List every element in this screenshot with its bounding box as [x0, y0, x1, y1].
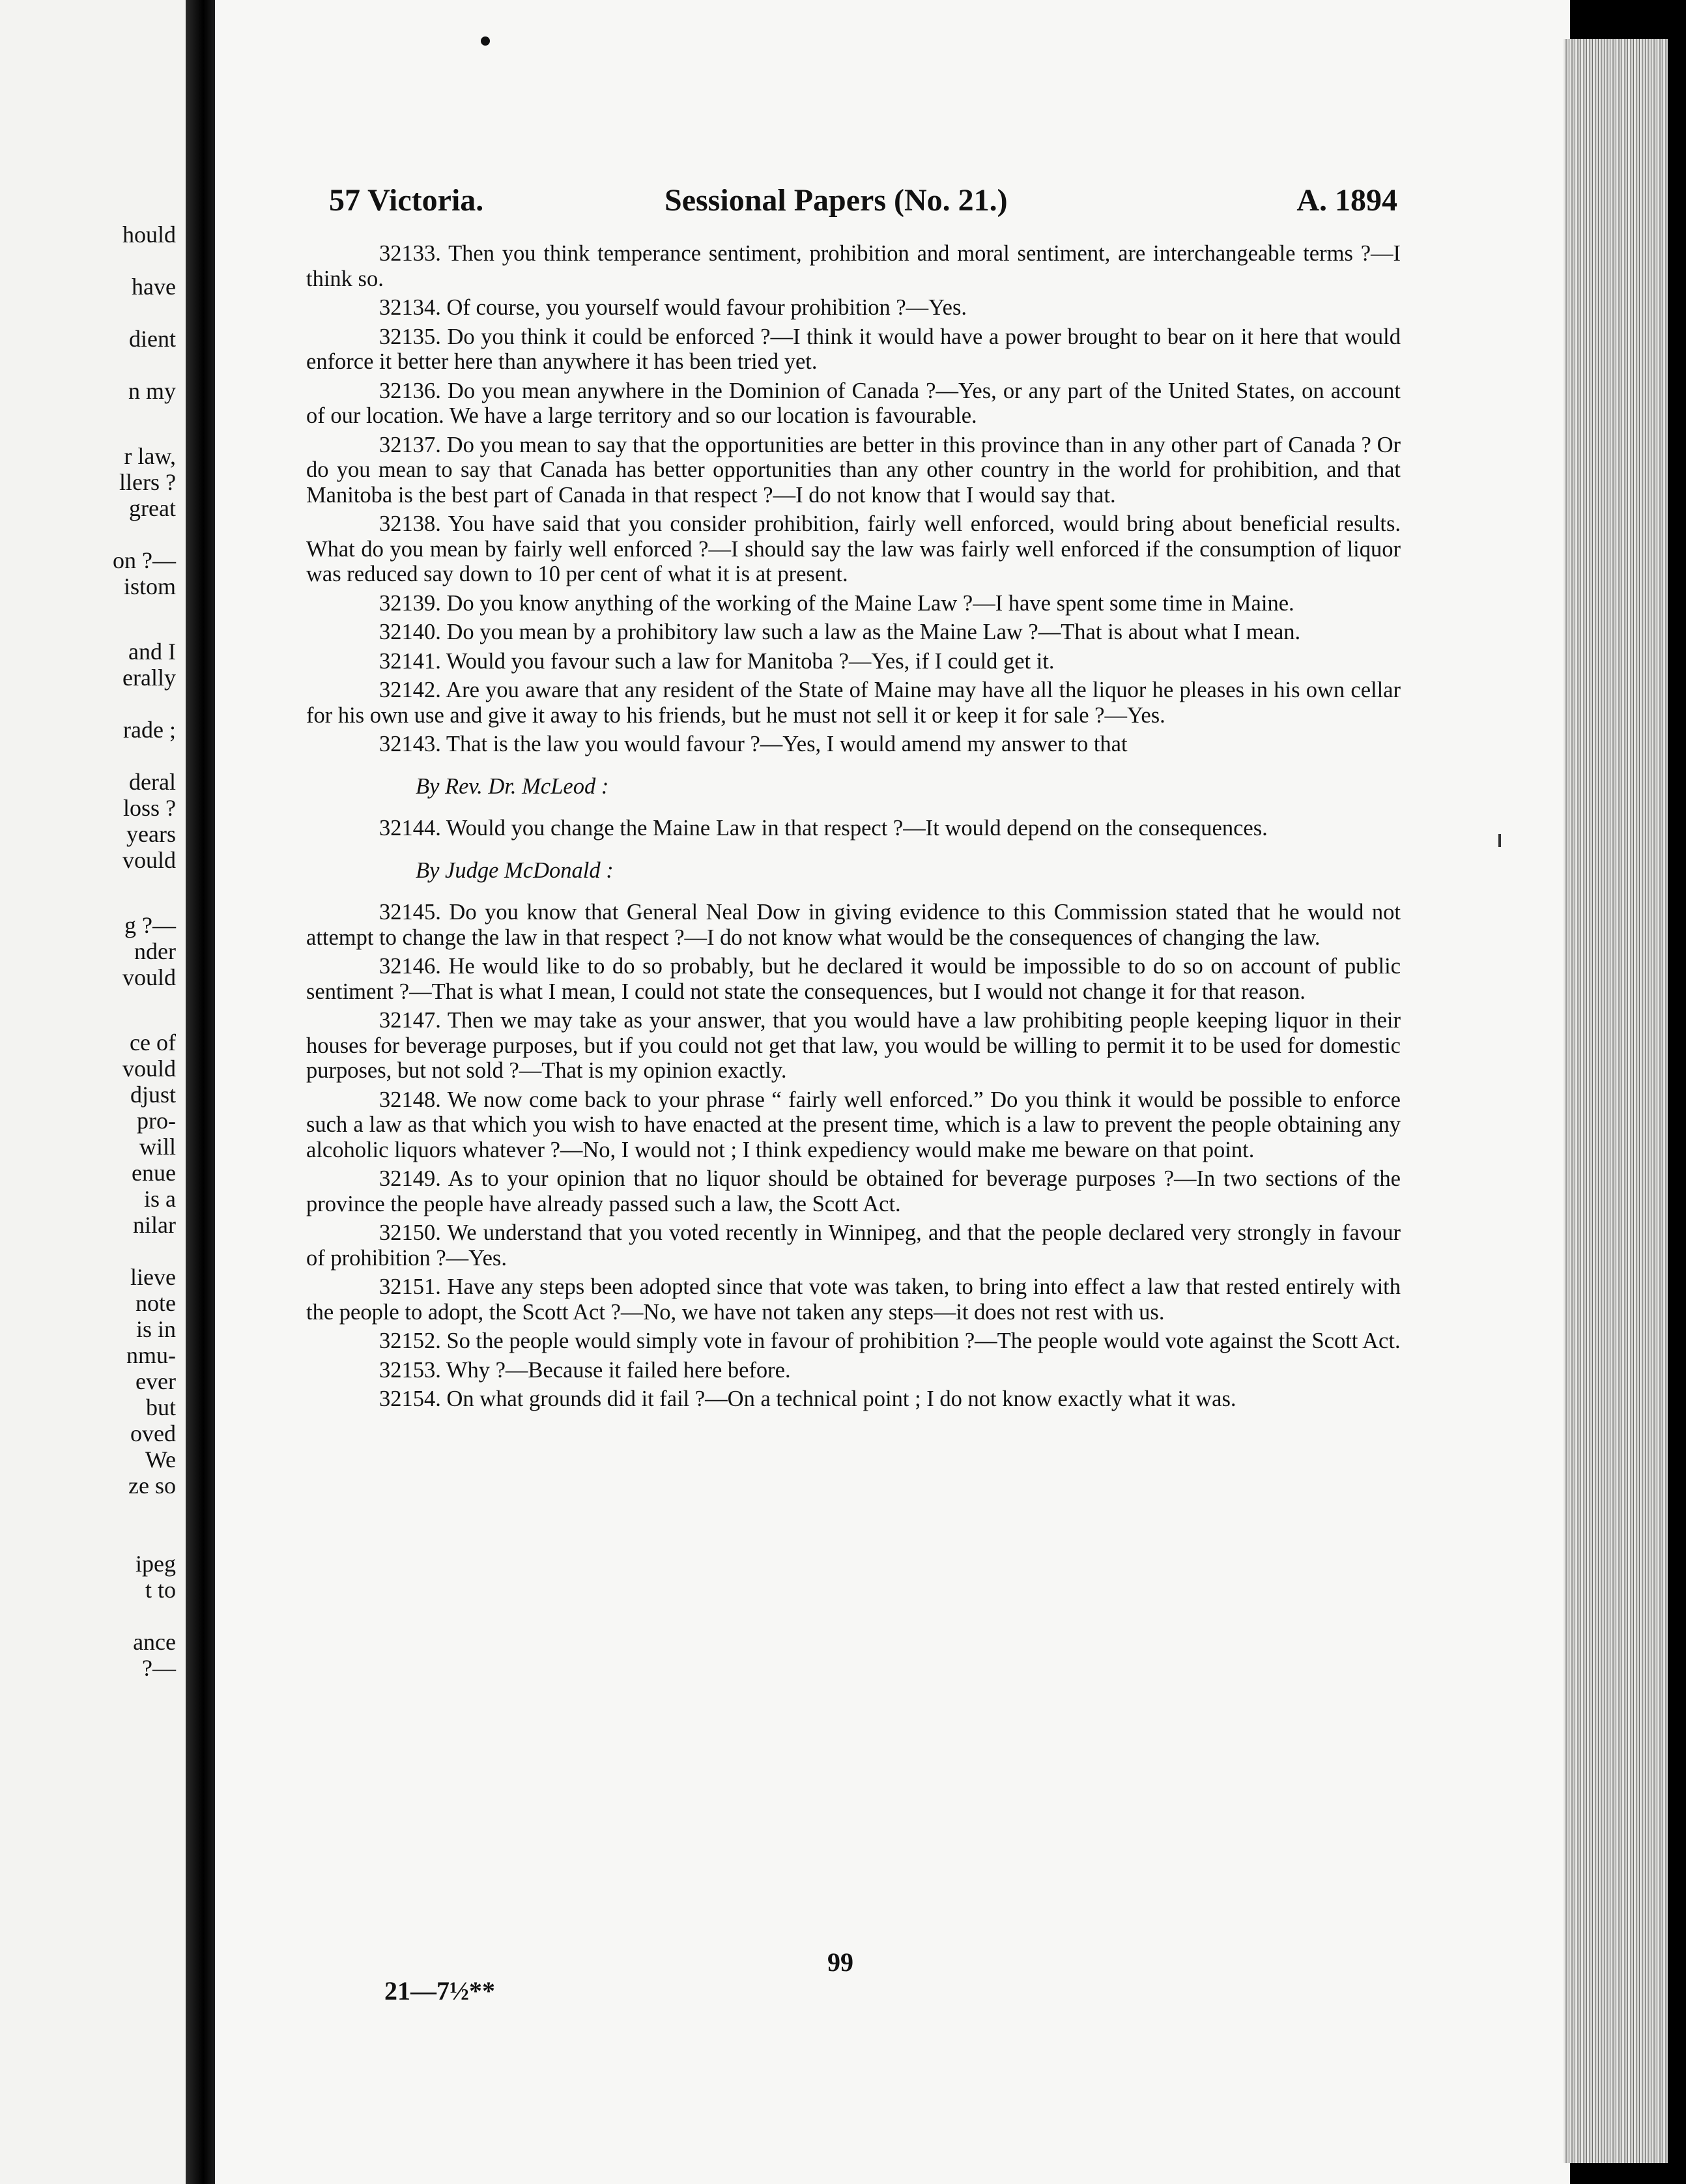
testimony-paragraph: 32148. We now come back to your phrase “ fairly well enforced.” Do you think it would be possible to enforce such a law as that which you wish to have enacted at the present time, which is a law to prevent the people obtaining any alcoholic liquors whatever ?—No, I would not ; I think expediency would make me beware on that point.	[306, 1087, 1401, 1162]
testimony-paragraph: 32133. Then you think temperance sentiment, prohibition and moral sentiment, are interchangeable terms ?—I think so.	[306, 241, 1401, 291]
testimony-paragraph: 32135. Do you think it could be enforced ?—I think it would have a power brought to bear on it here that would enforce it better here than anywhere it has been tried yet.	[306, 324, 1401, 374]
left-page-fragment: but	[145, 1394, 176, 1420]
left-page-fragment: loss ?	[123, 795, 176, 821]
testimony-paragraph: 32140. Do you mean by a prohibitory law such a law as the Maine Law ?—That is about what I mean.	[379, 620, 1301, 644]
testimony-paragraph: 32134. Of course, you yourself would favour prohibition ?—Yes.	[379, 295, 967, 320]
left-facing-page	[0, 0, 186, 2184]
signature-mark: 21—7½**	[384, 1976, 495, 2005]
testimony-paragraph: 32143. That is the law you would favour ?—Yes, I would amend my answer to that	[379, 732, 1128, 756]
left-page-fragment: lieve	[130, 1264, 176, 1290]
testimony-text	[306, 241, 1401, 1416]
testimony-paragraph: 32136. Do you mean anywhere in the Dominion of Canada ?—Yes, or any part of the United States, on account of our location. We have a large territory and so our location is favourable.	[306, 378, 1401, 428]
left-page-fragment: r law,	[124, 443, 176, 469]
left-page-fragment: and I	[128, 639, 176, 665]
running-header	[329, 182, 1397, 228]
left-page-fragment: years	[126, 821, 176, 847]
left-page-fragment: ever	[136, 1368, 176, 1394]
left-page-fragment: We	[145, 1446, 176, 1473]
left-page-fragment: is a	[144, 1186, 176, 1212]
left-page-fragment: istom	[123, 573, 176, 599]
page-number: 99	[827, 1947, 853, 1977]
left-page-fragment: enue	[132, 1160, 176, 1186]
left-page-fragment: ?—	[142, 1655, 176, 1681]
testimony-paragraph: 32139. Do you know anything of the working of the Maine Law ?—I have spent some time in Maine.	[379, 590, 1294, 616]
testimony-paragraph: 32138. You have said that you consider prohibition, fairly well enforced, would bring about beneficial results. What do you mean by fairly well enforced ?—I should say the law was fairly well enforced if the consumption of liquor was reduced say down to 10 per cent of what it is at present.	[306, 511, 1401, 586]
left-page-fragment: vould	[122, 847, 176, 873]
testimony-paragraph: 32154. On what grounds did it fail ?—On a technical point ; I do not know exactly what it was.	[379, 1387, 1236, 1411]
left-page-fragment: pro-	[137, 1108, 176, 1134]
left-page-fragment: n my	[128, 378, 176, 404]
testimony-paragraph: 32149. As to your opinion that no liquor should be obtained for beverage purposes ?—In two sections of the province the people have already passed such a law, the Scott Act.	[306, 1166, 1401, 1216]
left-page-fragment: nder	[134, 938, 176, 964]
left-page-fragment: hould	[122, 222, 176, 248]
page-edges-stack	[1564, 39, 1668, 2163]
left-page-fragment: ze so	[128, 1473, 176, 1499]
left-page-fragment: t to	[145, 1577, 176, 1603]
testimony-paragraph: 32146. He would like to do so probably, but he declared it would be impossible to do so on account of public sentiment ?—That is what I mean, I could not state the consequences, but I would not change it for that reason.	[306, 954, 1401, 1004]
testimony-paragraph: 32144. Would you change the Maine Law in that respect ?—It would depend on the consequences.	[379, 816, 1268, 841]
testimony-paragraph: 32142. Are you aware that any resident of the State of Maine may have all the liquor he pleases in his own cellar for his own use and give it away to his friends, but he must not sell it or keep it for sale ?—Yes.	[306, 678, 1401, 728]
left-page-fragment: oved	[130, 1420, 176, 1446]
left-page-fragment: nilar	[133, 1212, 176, 1238]
left-page-fragment: deral	[129, 769, 176, 795]
testimony-paragraph: 32153. Why ?—Because it failed here before.	[379, 1357, 791, 1383]
left-page-fragment: great	[129, 495, 176, 521]
left-page-fragment: erally	[122, 665, 176, 691]
left-page-fragment: djust	[130, 1082, 176, 1108]
speaker-heading: By Rev. Dr. McLeod :	[416, 773, 609, 799]
testimony-paragraph: 32141. Would you favour such a law for Manitoba ?—Yes, if I could get it.	[379, 648, 1055, 674]
book-gutter	[186, 0, 215, 2184]
left-page-fragment: rade ;	[123, 717, 176, 743]
testimony-paragraph: 32145. Do you know that General Neal Dow in giving evidence to this Commission stated that he would not attempt to change the law in that respect ?—I do not know what would be the consequences of changing the law.	[306, 900, 1401, 950]
left-page-fragment: will	[139, 1134, 176, 1160]
left-page-fragment: vould	[122, 1056, 176, 1082]
testimony-paragraph: 32150. We understand that you voted recently in Winnipeg, and that the people declared very strongly in favour of prohibition ?—Yes.	[306, 1220, 1401, 1271]
left-page-fragment: is in	[136, 1316, 176, 1342]
testimony-paragraph: 32137. Do you mean to say that the opportunities are better in this province than in any other part of Canada ? Or do you mean to say that Canada has better opportunities than any other country in the world for prohibition, and that Manitoba is the best part of Canada in that respect ?—I do not know that I would say that.	[306, 432, 1401, 508]
testimony-paragraph: 32151. Have any steps been adopted since that vote was taken, to bring into effect a law that rested entirely with the people to adopt, the Scott Act ?—No, we have not taken any steps—it does not rest with us.	[306, 1274, 1401, 1325]
left-page-fragment: ipeg	[136, 1551, 176, 1577]
left-page-fragment: nmu-	[126, 1342, 176, 1368]
left-page-fragment: vould	[122, 964, 176, 990]
left-page-fragment: note	[136, 1290, 176, 1316]
speaker-heading: By Judge McDonald :	[416, 857, 614, 883]
left-page-fragment: dient	[129, 326, 176, 352]
left-page-fragment: llers ?	[119, 469, 176, 495]
header-title: Sessional Papers (No. 21.)	[664, 183, 1008, 218]
left-page-fragment: ance	[133, 1629, 176, 1655]
left-page-fragment: on ?—	[113, 547, 176, 573]
ink-dot	[481, 36, 490, 46]
testimony-paragraph: 32152. So the people would simply vote in favour of prohibition ?—The people would vote against the Scott Act.	[379, 1329, 1401, 1353]
header-regnal-year: 57 Victoria.	[329, 183, 484, 218]
testimony-paragraph: 32147. Then we may take as your answer, that you would have a law prohibiting people keeping liquor in their houses for beverage purposes, but if you could not get that law, you would be willing to permit it to be used for domestic purposes, but not sold ?—That is my opinion exactly.	[306, 1008, 1401, 1083]
left-page-fragment: ce of	[130, 1029, 176, 1056]
left-page-fragment: have	[132, 274, 176, 300]
left-page-fragment: g ?—	[124, 912, 176, 938]
header-year: A. 1894	[1296, 183, 1397, 218]
margin-mark	[1498, 834, 1501, 847]
